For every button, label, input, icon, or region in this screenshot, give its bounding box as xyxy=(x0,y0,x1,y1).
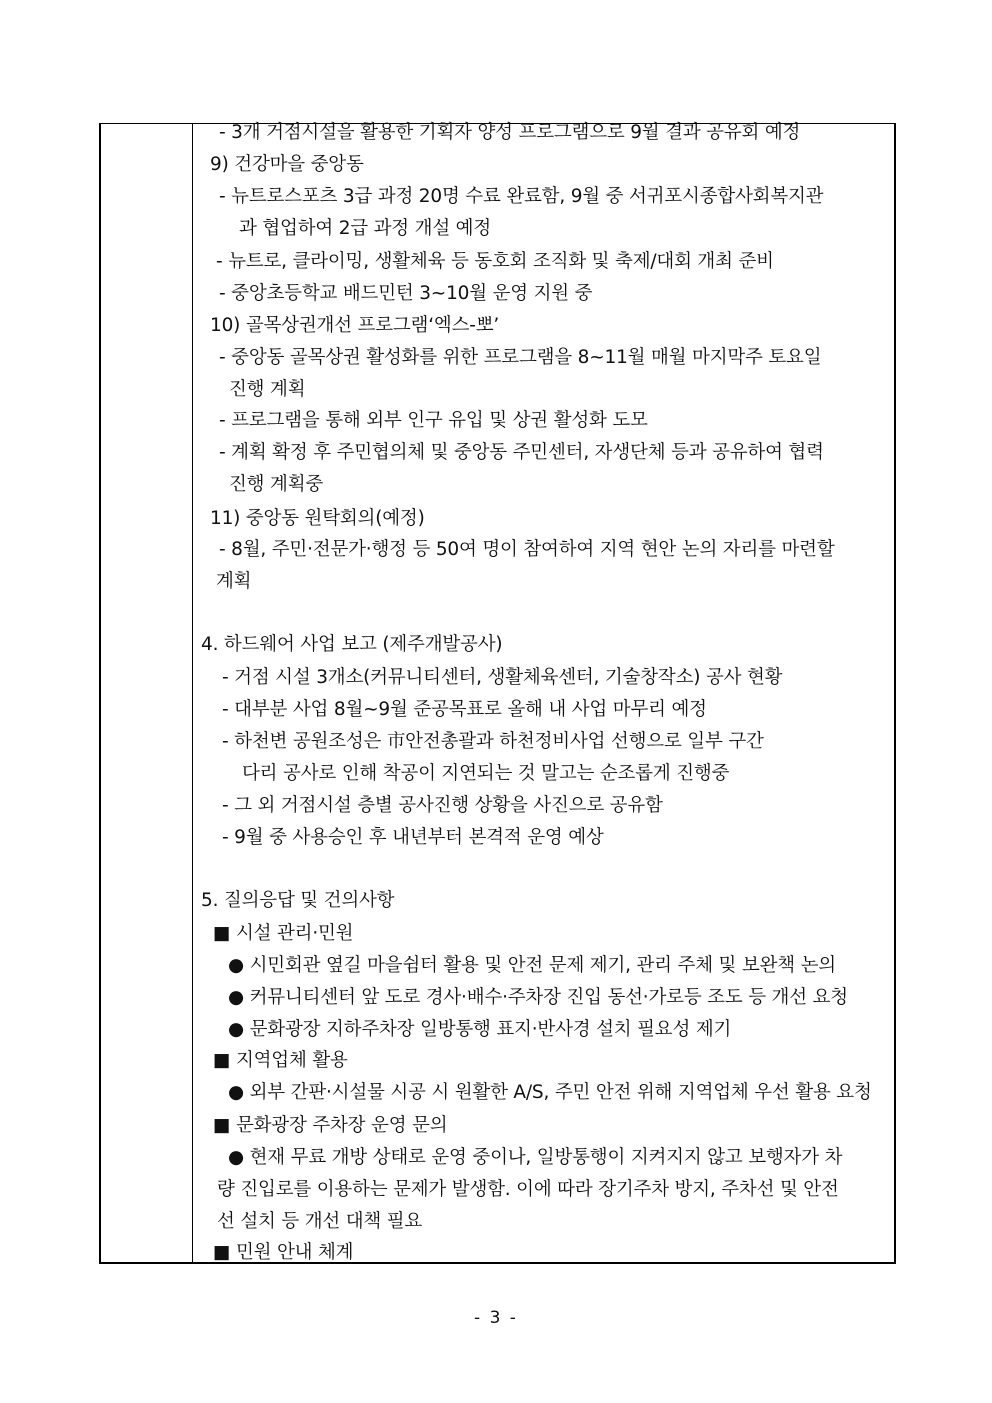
text-line: - 중앙초등학교 배드민턴 3~10월 운영 지원 중 xyxy=(219,283,593,304)
text-line: - 뉴트로스포츠 3급 과정 20명 수료 완료함, 9월 중 서귀포시종합사회복지관 xyxy=(219,186,824,207)
page-number: - 3 - xyxy=(474,1308,518,1328)
section-heading: 4. 하드웨어 사업 보고 (제주개발공사) xyxy=(201,634,503,655)
text-line: - 하천변 공원조성은 市안전총괄과 하천정비사업 선행으로 일부 구간 xyxy=(222,731,764,752)
text-line: 다리 공사로 인해 착공이 지연되는 것 말고는 순조롭게 진행중 xyxy=(242,763,730,784)
text-line: - 그 외 거점시설 층별 공사진행 상황을 사진으로 공유함 xyxy=(222,795,663,816)
text-line: - 9월 중 사용승인 후 내년부터 본격적 운영 예상 xyxy=(222,827,604,848)
text-line: 선 설치 등 개선 대책 필요 xyxy=(217,1211,423,1232)
text-line: - 뉴트로, 클라이밍, 생활체육 등 동호회 조직화 및 축제/대회 개최 준비 xyxy=(216,251,774,272)
column-divider xyxy=(192,123,193,1264)
text-line: 과 협업하여 2급 과정 개설 예정 xyxy=(239,218,492,239)
section-heading: 9) 건강마을 중앙동 xyxy=(210,154,364,175)
text-line: - 계획 확정 후 주민협의체 및 중앙동 주민센터, 자생단체 등과 공유하여 협력 xyxy=(219,442,824,463)
subsection-heading: ■ 문화광장 주차장 운영 문의 xyxy=(213,1115,448,1136)
text-line: - 프로그램을 통해 외부 인구 유입 및 상권 활성화 도모 xyxy=(219,410,648,431)
section-heading: 10) 골목상권개선 프로그램‘엑스-뽀’ xyxy=(210,315,500,336)
subsection-heading: ■ 시설 관리·민원 xyxy=(213,923,354,944)
text-line: - 거점 시설 3개소(커뮤니티센터, 생활체육센터, 기술창작소) 공사 현황 xyxy=(222,667,783,688)
section-heading: 5. 질의응답 및 건의사항 xyxy=(201,890,395,911)
bullet-item: ● 커뮤니티센터 앞 도로 경사·배수·주차장 진입 동선·가로등 조도 등 개선 요청 xyxy=(228,987,848,1008)
section-heading: 11) 중앙동 원탁회의(예정) xyxy=(210,508,425,529)
bullet-item: ● 문화광장 지하주차장 일방통행 표지·반사경 설치 필요성 제기 xyxy=(228,1019,732,1040)
text-line: 진행 계획중 xyxy=(229,474,324,495)
subsection-heading: ■ 지역업체 활용 xyxy=(213,1050,348,1071)
text-line: - 3개 거점시설을 활용한 기획자 양성 프로그램으로 9월 결과 공유회 예정 xyxy=(219,122,801,143)
text-line: - 대부분 사업 8월~9월 준공목표로 올해 내 사업 마무리 예정 xyxy=(222,699,707,720)
bullet-item: ● 외부 간판·시설물 시공 시 원활한 A/S, 주민 안전 위해 지역업체 우선 활용 요청 xyxy=(228,1082,872,1103)
subsection-heading: ■ 민원 안내 체계 xyxy=(213,1242,354,1263)
text-line: 계획 xyxy=(216,571,252,592)
text-line: 량 진입로를 이용하는 문제가 발생함. 이에 따라 장기주차 방지, 주차선 및 안전 xyxy=(217,1179,839,1200)
text-line: 진행 계획 xyxy=(229,379,306,400)
text-line: - 중앙동 골목상권 활성화를 위한 프로그램을 8~11월 매월 마지막주 토요일 xyxy=(219,347,822,368)
bullet-item: ● 시민회관 옆길 마을쉼터 활용 및 안전 문제 제기, 관리 주체 및 보완책 논의 xyxy=(228,955,836,976)
bullet-item: ● 현재 무료 개방 상태로 운영 중이나, 일방통행이 지켜지지 않고 보행자가 차 xyxy=(228,1147,843,1168)
text-line: - 8월, 주민·전문가·행정 등 50여 명이 참여하여 지역 현안 논의 자리를 마련할 xyxy=(219,539,835,560)
